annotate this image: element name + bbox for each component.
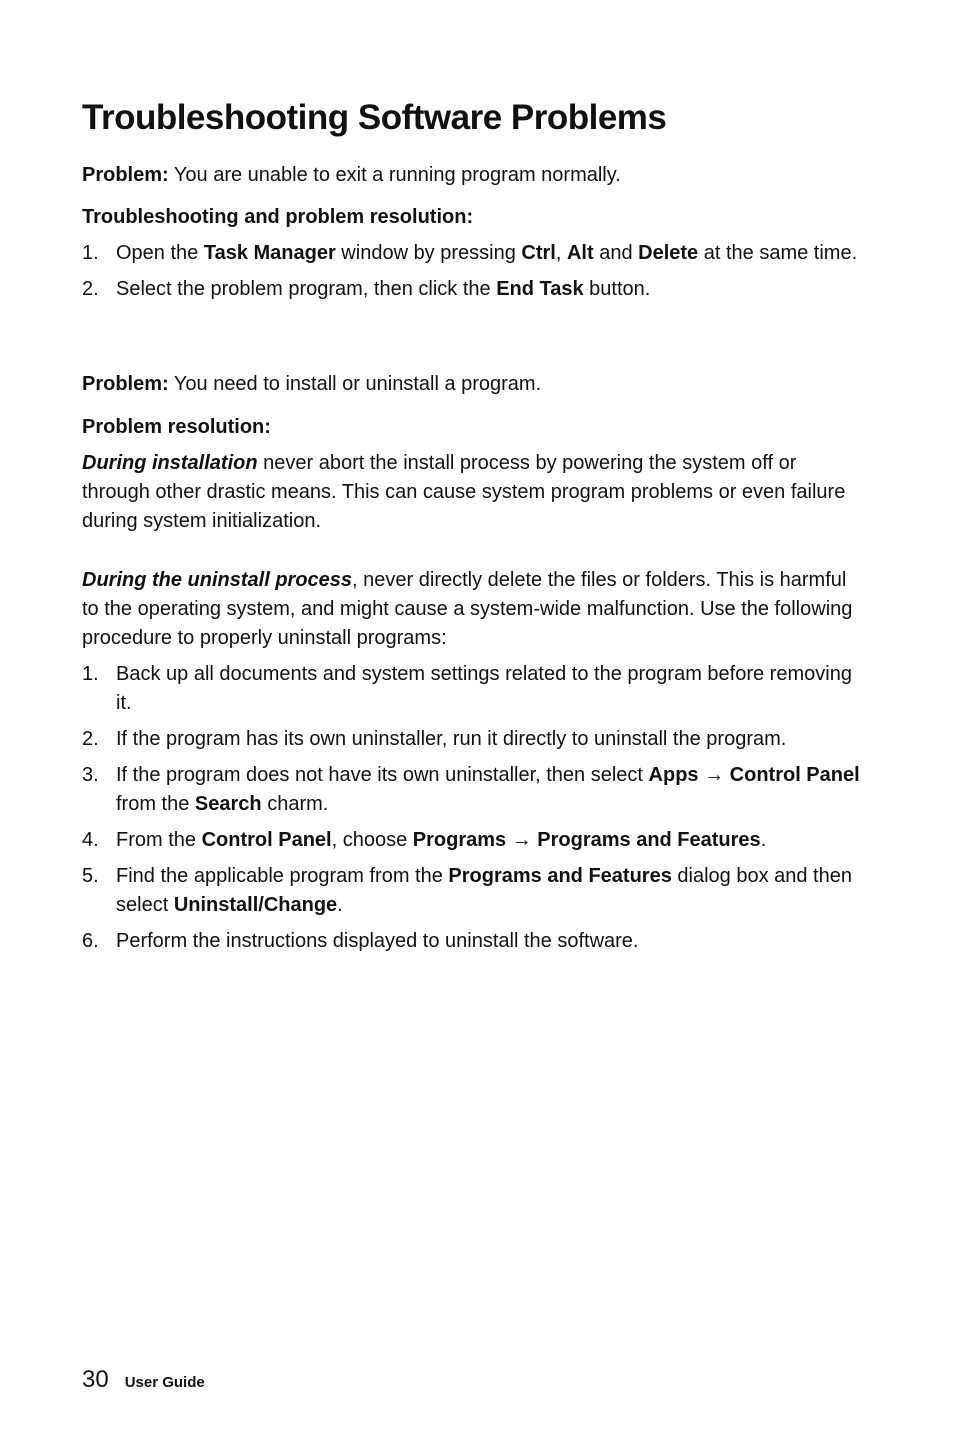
step-number: 2.: [82, 728, 99, 750]
key-name: Ctrl: [521, 242, 556, 264]
resolution-steps-1: [82, 239, 862, 311]
resolution-heading-1: Troubleshooting and problem resolution:: [82, 206, 474, 228]
step-number: 5.: [82, 865, 99, 887]
uninstall-paragraph: During the uninstall process, never directly delete the files or folders. This is harmful to the operating system, and might cause a system-wide malfunction. Use the following procedure to properly uninstall programs:: [82, 569, 853, 649]
ui-term: Task Manager: [203, 242, 336, 264]
list-item: 2. If the program has its own uninstaller, run it directly to uninstall the program.: [82, 725, 862, 754]
step-number: 3.: [82, 764, 99, 786]
paragraph-lead: During the uninstall process: [82, 569, 353, 591]
problem-text: You need to install or uninstall a program.: [168, 373, 542, 395]
ui-term: Programs and Features: [448, 865, 672, 887]
ui-term: Apps: [648, 764, 699, 786]
list-item: 5. Find the applicable program from the Programs and Features dialog box and then select Uninstall/Change.: [82, 862, 862, 920]
step-number: 6.: [82, 930, 99, 952]
ui-term: Search: [194, 793, 262, 815]
key-name: Alt: [566, 242, 594, 264]
list-item: 6. Perform the instructions displayed to uninstall the software.: [82, 927, 862, 956]
resolution-heading-2: Problem resolution:: [82, 416, 271, 438]
uninstall-steps: [82, 660, 862, 963]
problem-statement-1: [82, 161, 621, 190]
ui-term: Uninstall/Change: [173, 894, 338, 916]
list-item: 2. Select the problem program, then click the End Task button.: [82, 275, 862, 304]
arrow-icon: →: [698, 764, 730, 786]
page-title: Troubleshooting Software Problems: [82, 98, 667, 137]
key-name: Delete: [638, 242, 699, 264]
step-number: 4.: [82, 829, 99, 851]
problem-label: Problem:: [82, 373, 169, 395]
list-item: 4. From the Control Panel, choose Programs → Programs and Features.: [82, 826, 862, 855]
list-item: 1. Open the Task Manager window by pressing Ctrl, Alt and Delete at the same time.: [82, 239, 862, 268]
ui-term: End Task: [496, 278, 584, 300]
list-item: 3. If the program does not have its own uninstaller, then select Apps → Control Panel from the Search charm.: [82, 761, 862, 819]
step-number: 1.: [82, 242, 99, 264]
paragraph-lead: During installation: [82, 452, 258, 474]
page-footer: [82, 1366, 205, 1394]
page-number: 30: [82, 1366, 109, 1393]
problem-label: Problem:: [82, 164, 169, 186]
problem-statement-2: [82, 370, 541, 399]
ui-term: Control Panel: [729, 764, 860, 786]
ui-term: Programs: [412, 829, 507, 851]
problem-text: You are unable to exit a running program normally.: [168, 164, 621, 186]
step-number: 2.: [82, 278, 99, 300]
list-item: 1. Back up all documents and system settings related to the program before removing it.: [82, 660, 862, 718]
ui-term: Programs and Features: [537, 829, 761, 851]
footer-label: User Guide: [124, 1374, 205, 1391]
step-number: 1.: [82, 663, 99, 685]
arrow-icon: →: [506, 829, 538, 851]
install-paragraph: During installation never abort the install process by powering the system off or through other drastic means. This can cause system program problems or even failure during system initialization.: [82, 452, 846, 532]
ui-term: Control Panel: [201, 829, 332, 851]
